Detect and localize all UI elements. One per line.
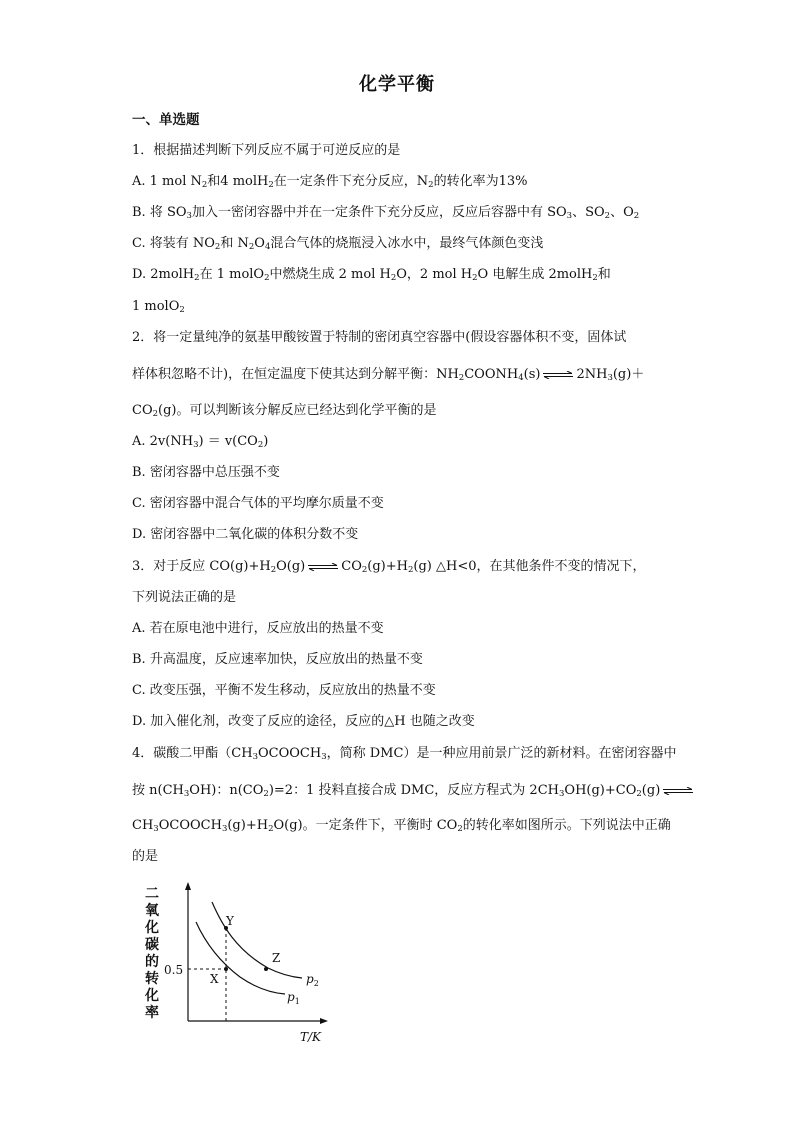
x-axis-label: T/K <box>300 1030 322 1044</box>
question-1-option-c: C. 将装有 $NO_2$和 $N_2O_4$混合气体的烧瓶浸入冰水中，最终气体颜色变浅 <box>132 236 544 252</box>
figure-svg <box>140 880 340 1050</box>
curve-p2-label: $p_2$ <box>306 972 319 988</box>
question-3-option-c: C. 改变压强，平衡不发生移动，反应放出的热量不变 <box>132 683 436 698</box>
y-axis-label-char: 的 <box>145 954 159 970</box>
question-3-option-b: B. 升高温度，反应速率加快，反应放出的热量不变 <box>132 652 423 667</box>
point-z <box>264 967 268 971</box>
y-axis-label-char: 率 <box>145 1005 159 1021</box>
question-3-stem-line-2: 下列说法正确的是 <box>132 590 237 605</box>
question-1-option-a: A. 1 mol $N_2$和4 molH$_2$在一定条件下充分反应，$N_2$的转化率为13% <box>132 174 528 190</box>
y-axis-arrow-icon <box>185 882 191 890</box>
y-axis-label-char: 氧 <box>145 903 159 919</box>
question-2-stem-line-2: 样体积忽略不计)，在恒定温度下使其达到分解平衡：$NH_2COONH_4(s)$ $2NH_3(g)+$ <box>132 367 645 383</box>
equilibrium-arrow-icon <box>543 371 573 379</box>
x-axis-arrow-icon <box>320 1018 328 1024</box>
question-1-option-b: B. 将 $SO_3$加入一密闭容器中并在一定条件下充分反应，反应后容器中有 $SO_3$、$SO_2$、$O_2$ <box>132 205 640 221</box>
y-axis-label-char: 化 <box>145 988 159 1004</box>
question-1-option-d-continued: 1 molO$_2$ <box>132 299 185 315</box>
question-2-stem-line-1: 2．将一定量纯净的氨基甲酸铵置于特制的密闭真空容器中(假设容器体积不变，固体试 <box>132 330 627 345</box>
point-x <box>224 967 228 971</box>
question-3-stem-line-1: 3．对于反应 $CO(g)+H_2O(g)$ $CO_2(g)+H_2(g)$ △H<0，在其他条件不变的情况下， <box>132 559 646 575</box>
y-axis-label-char: 化 <box>145 920 159 936</box>
point-z-label: Z <box>272 951 281 965</box>
question-2-option-d: D. 密闭容器中二氧化碳的体积分数不变 <box>132 527 359 542</box>
equilibrium-arrow-icon <box>663 787 693 795</box>
y-axis-label-char: 转 <box>145 971 159 987</box>
question-1-stem: 1．根据描述判断下列反应不属于可逆反应的是 <box>132 143 401 158</box>
y-axis-label-char: 二 <box>145 886 159 902</box>
y-axis-label <box>144 886 160 1021</box>
question-3-option-d: D. 加入催化剂，改变了反应的途径，反应的△H 也随之改变 <box>132 714 475 729</box>
curve-p1-label: $p_1$ <box>287 990 300 1006</box>
equilibrium-arrow-icon <box>308 563 338 571</box>
conversion-vs-temperature-figure <box>140 880 340 1050</box>
y-tick-label: 0.5 <box>164 963 184 977</box>
question-2-option-c: C. 密闭容器中混合气体的平均摩尔质量不变 <box>132 496 384 511</box>
point-y-label: Y <box>226 914 234 928</box>
question-4-stem-line-3: $CH_3OCOOCH_3(g)+H_2O(g)$。一定条件下，平衡时 $CO_2$的转化率如图所示。下列说法中正确 <box>132 818 671 834</box>
question-2-stem-line-3: $CO_2(g)$。可以判断该分解反应已经达到化学平衡的是 <box>132 403 437 419</box>
question-4-stem-line-2: 按 $n(CH_3OH)$：$n(CO_2)=2$：1 投料直接合成 DMC，反应方程式为 $2CH_3OH(g)+CO_2(g)$ <box>132 783 696 802</box>
question-4-stem-line-1: 4．碳酸二甲酯（$CH_3OCOOCH_3$，简称 DMC）是一种应用前景广泛的新材料。在密闭容器中 <box>132 746 677 762</box>
point-x-label: X <box>210 972 219 986</box>
section-heading: 一、单选题 <box>132 112 200 128</box>
y-axis-label-char: 碳 <box>145 937 159 953</box>
question-2-option-a: A. $2v(NH_3) = v(CO_2)$ <box>132 434 269 450</box>
question-3-option-a: A. 若在原电池中进行，反应放出的热量不变 <box>132 621 384 636</box>
question-1-option-d: D. 2molH$_2$在 1 molO$_2$中燃烧生成 2 mol $H_2O$，2 mol $H_2O$ 电解生成 2molH$_2$和 <box>132 267 611 283</box>
document-title: 化学平衡 <box>359 74 435 95</box>
question-2-option-b: B. 密闭容器中总压强不变 <box>132 465 280 480</box>
question-4-stem-line-4: 的是 <box>132 849 159 864</box>
